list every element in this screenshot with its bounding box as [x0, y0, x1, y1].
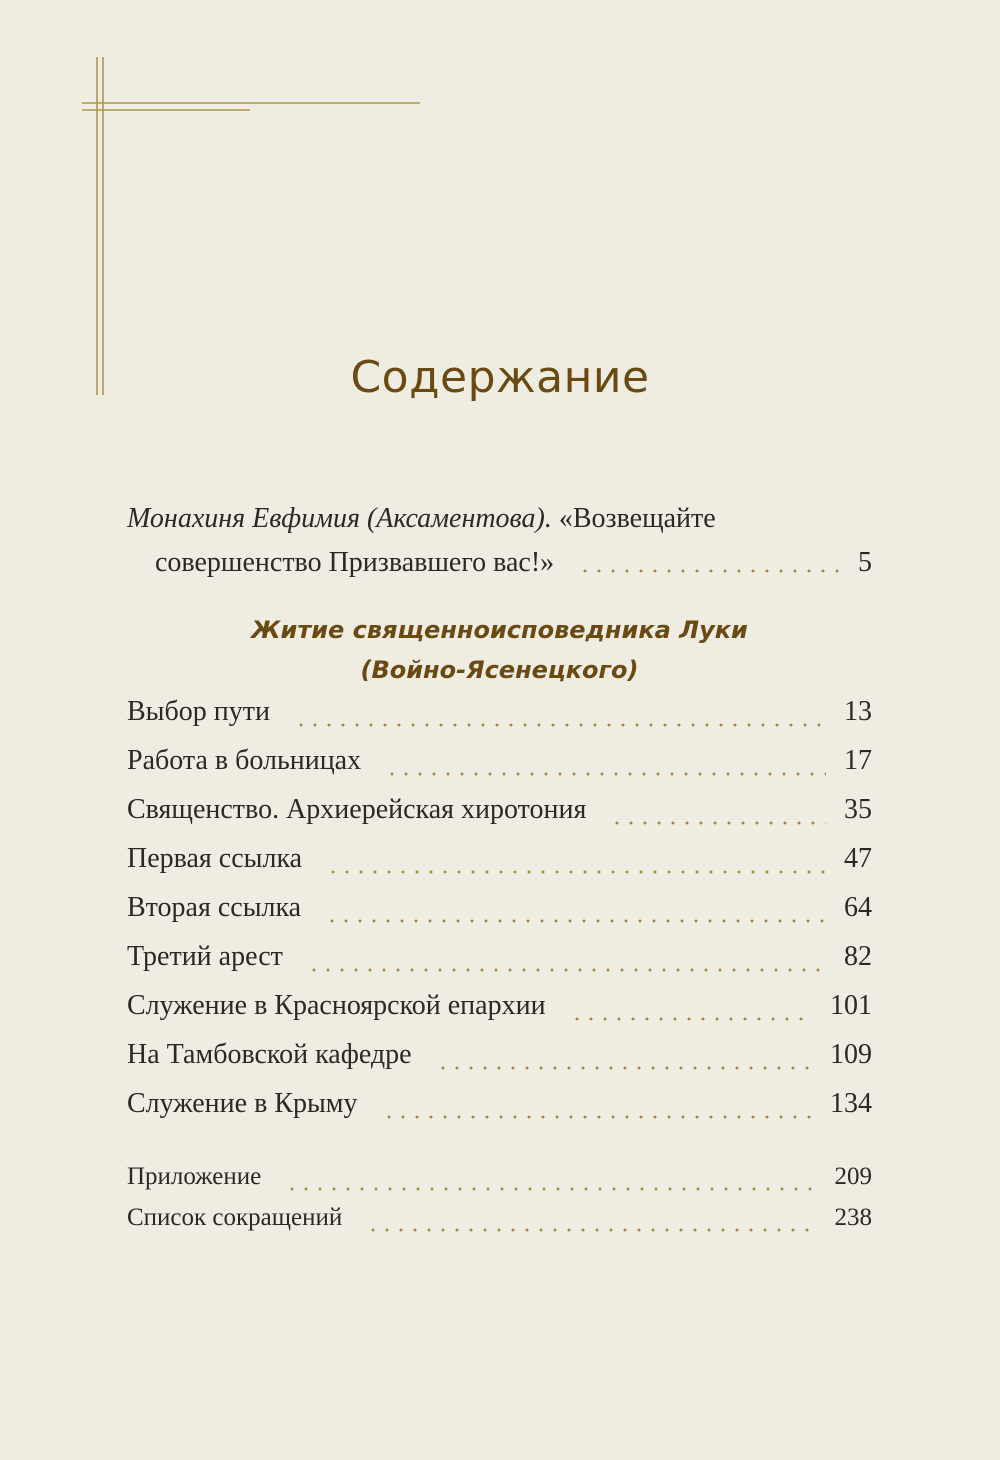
chapter-title: Третий арест	[127, 941, 283, 972]
leader-dots	[570, 1016, 812, 1022]
toc-row	[127, 1201, 872, 1242]
leader-dots	[610, 820, 826, 826]
toc-row	[127, 1035, 872, 1084]
intro-entry	[127, 497, 872, 585]
toc-row	[127, 1160, 872, 1201]
chapter-list	[127, 692, 872, 1133]
section-heading	[127, 610, 872, 690]
chapter-page-number: 47	[844, 843, 872, 874]
chapter-title: Служение в Красноярской епархии	[127, 990, 546, 1021]
chapter-page-number: 13	[844, 696, 872, 727]
leader-dots	[285, 1186, 816, 1192]
leader-dots	[294, 722, 826, 728]
appendix-title: Список сокращений	[127, 1204, 343, 1231]
intro-line-1	[127, 497, 872, 541]
chapter-page-number: 17	[844, 745, 872, 776]
chapter-title: Вторая ссылка	[127, 892, 302, 923]
toc-row	[127, 692, 872, 741]
leader-dots	[382, 1114, 812, 1120]
appendix-page-number: 209	[834, 1163, 872, 1190]
chapter-page-number: 101	[830, 990, 872, 1021]
section-heading-line-2: (Войно-Ясенецкого)	[360, 656, 639, 684]
toc-row	[127, 986, 872, 1035]
toc-row	[127, 1084, 872, 1133]
leader-dots	[578, 568, 840, 574]
toc-row	[127, 888, 872, 937]
appendix-title: Приложение	[127, 1163, 262, 1190]
leader-dots	[436, 1065, 812, 1071]
intro-title-part2: совершенство Призвавшего вас!»	[155, 547, 555, 578]
toc-row	[127, 839, 872, 888]
appendix-page-number: 238	[834, 1204, 872, 1231]
chapter-title: Работа в больницах	[127, 745, 362, 776]
chapter-title: На Тамбовской кафедре	[127, 1039, 412, 1070]
chapter-title: Выбор пути	[127, 696, 270, 727]
chapter-page-number: 134	[830, 1088, 872, 1119]
chapter-title: Священство. Архиерейская хиротония	[127, 794, 587, 825]
chapter-title: Служение в Крыму	[127, 1088, 358, 1119]
leader-dots	[366, 1227, 816, 1233]
toc-row	[127, 790, 872, 839]
chapter-page-number: 64	[844, 892, 872, 923]
leader-dots	[307, 967, 826, 973]
section-heading-line-1: Житие священноисповедника Луки	[251, 616, 748, 644]
chapter-page-number: 109	[830, 1039, 872, 1070]
leader-dots	[385, 771, 826, 777]
leader-dots	[326, 869, 826, 875]
chapter-title: Первая ссылка	[127, 843, 303, 874]
appendix-list	[127, 1160, 872, 1242]
intro-title-part1: «Возвещайте	[558, 503, 716, 534]
leader-dots	[325, 918, 826, 924]
chapter-page-number: 82	[844, 941, 872, 972]
chapter-page-number: 35	[844, 794, 872, 825]
page-title: Содержание	[350, 352, 650, 403]
toc-row	[127, 937, 872, 986]
intro-line-2	[127, 541, 872, 585]
intro-page-number: 5	[858, 547, 872, 578]
toc-row	[127, 741, 872, 790]
intro-author: Монахиня Евфимия (Аксаментова).	[127, 503, 552, 534]
